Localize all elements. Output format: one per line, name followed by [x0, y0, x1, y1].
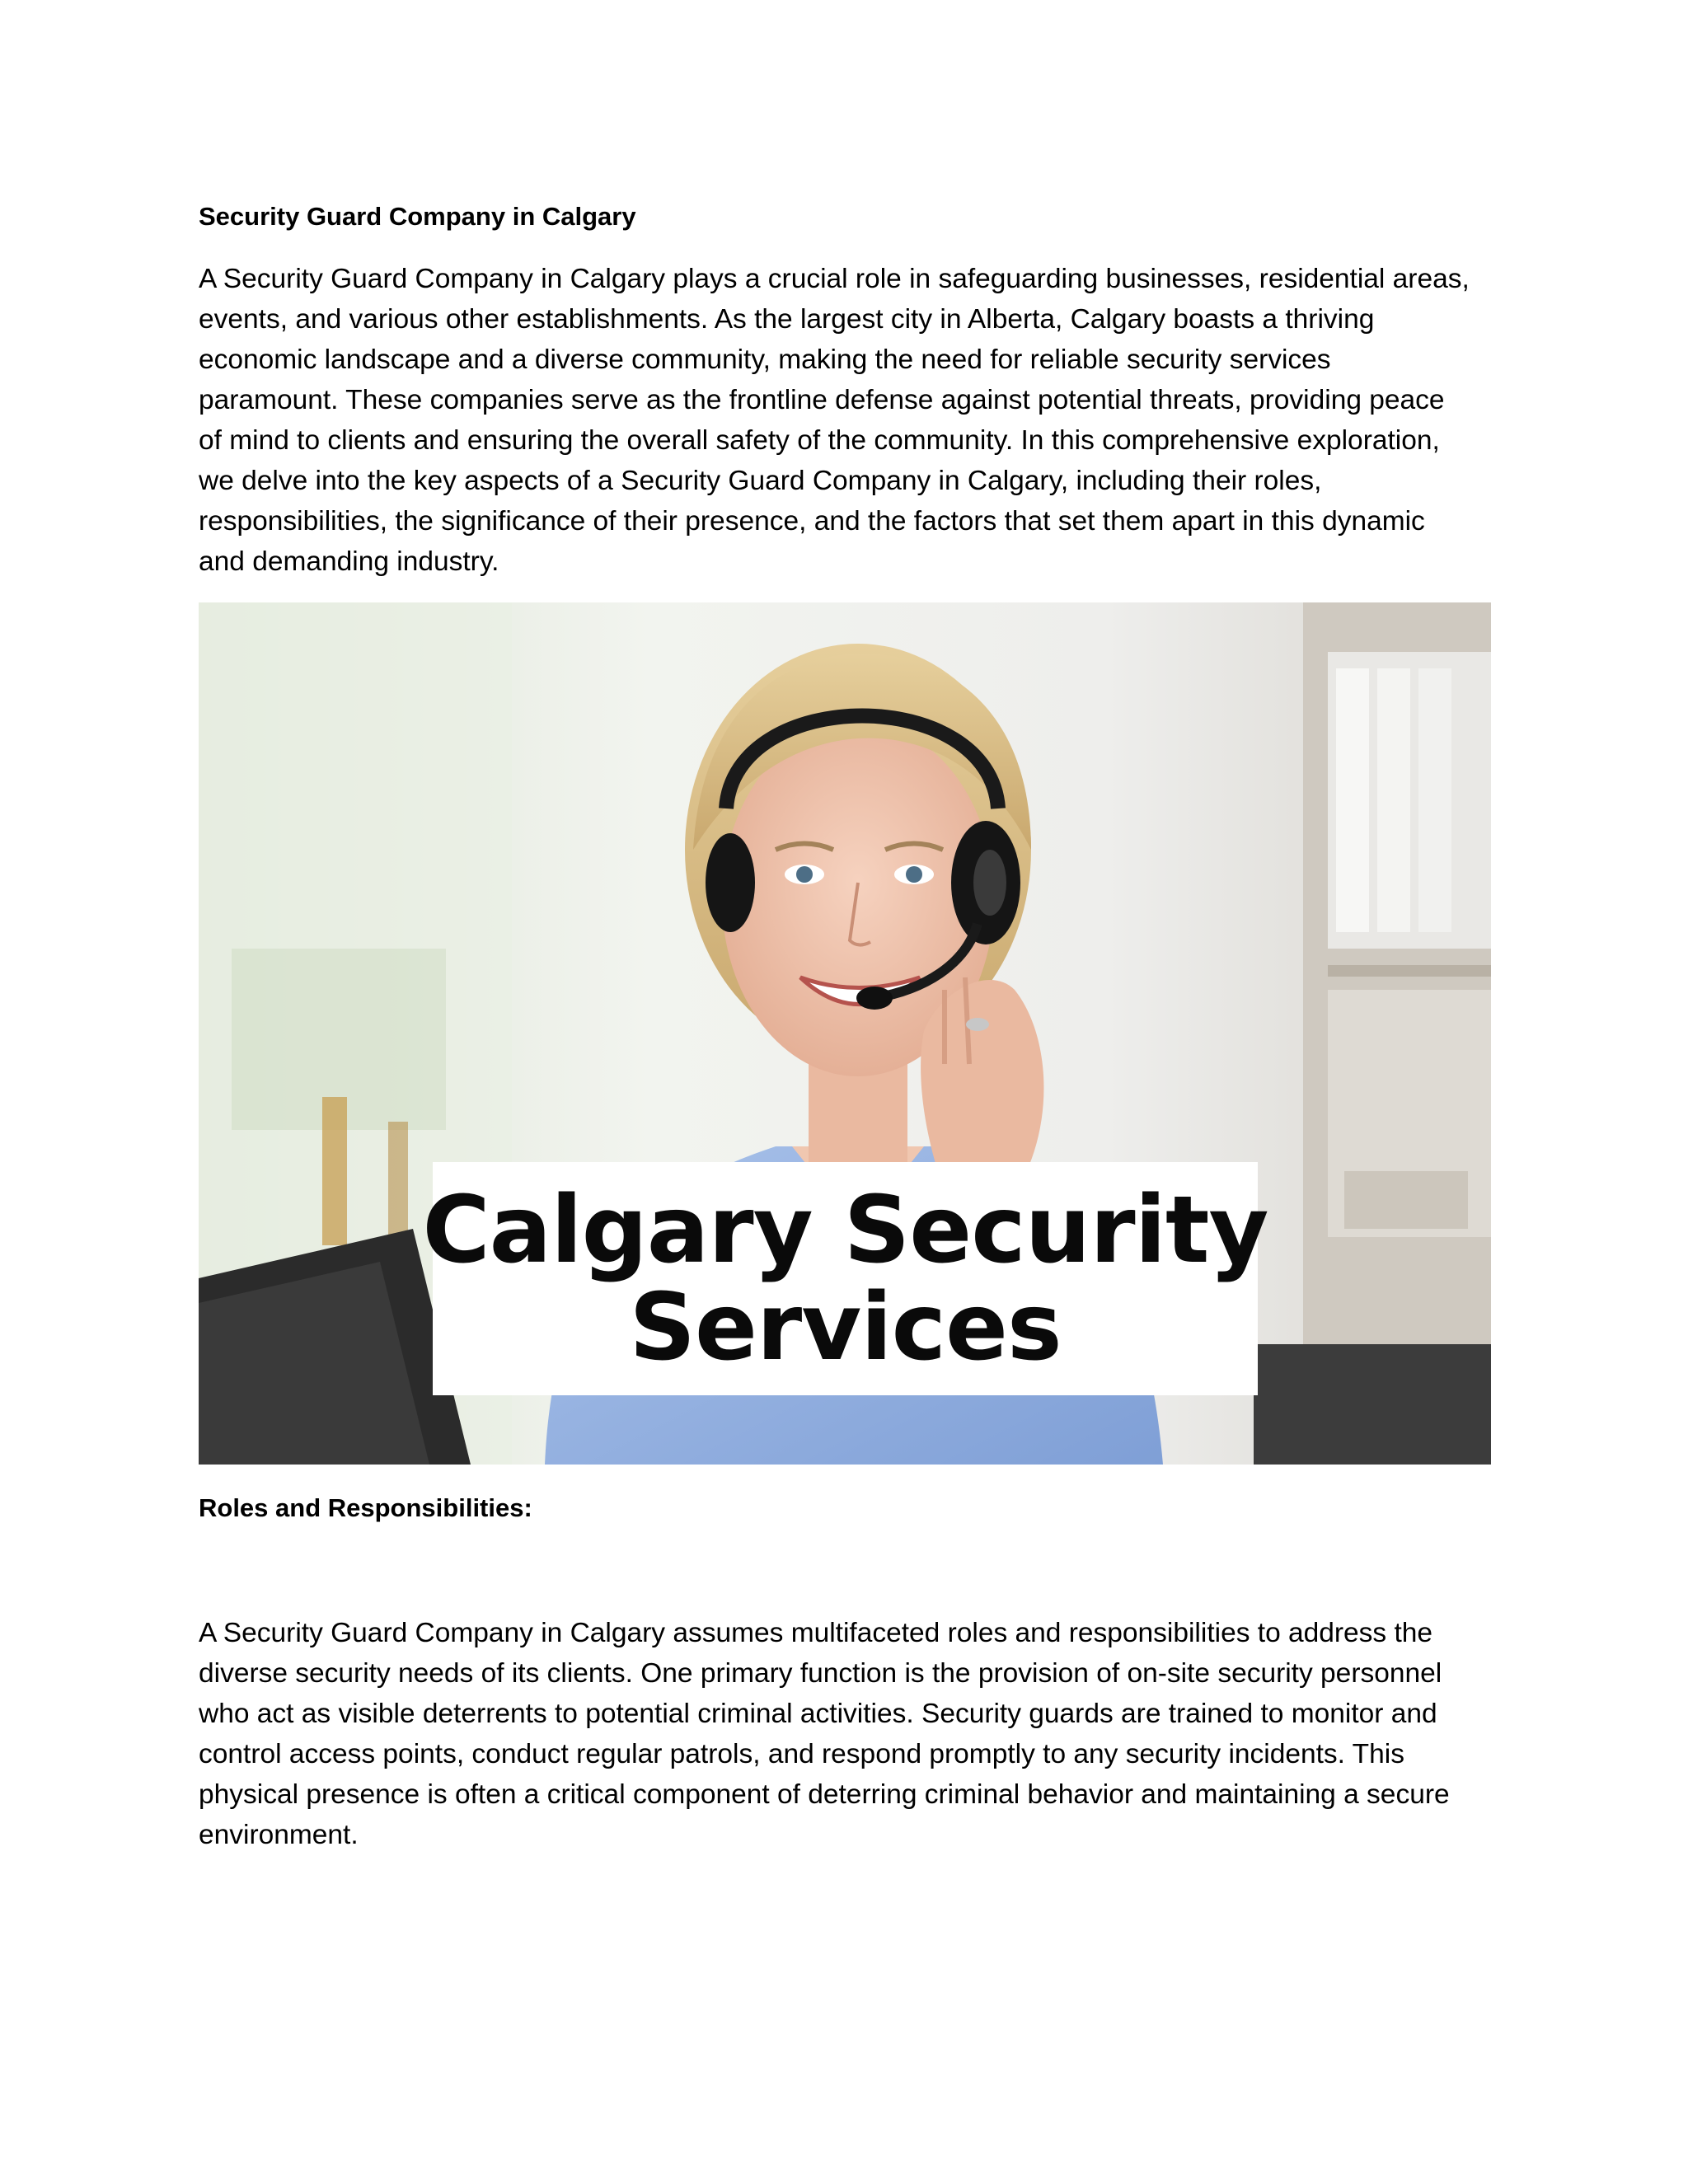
image-caption-box: [422, 1162, 1268, 1395]
text-line: A Security Guard Company in Calgary plays a crucial role in safeguarding businesses, residential areas,: [199, 264, 1470, 294]
text-line: diverse security needs of its clients. One primary function is the provision of on-site security personnel: [199, 1658, 1442, 1689]
image-caption-line: Calgary Security: [422, 1176, 1268, 1284]
text-line: we delve into the key aspects of a Security Guard Company in Calgary, including their roles,: [199, 466, 1322, 496]
text-line: of mind to clients and ensuring the overall safety of the community. In this comprehensive exploration,: [199, 425, 1440, 456]
text-line: economic landscape and a diverse community, making the need for reliable security services: [199, 344, 1331, 375]
text-line: physical presence is often a critical component of deterring criminal behavior and maintaining a secure: [199, 1779, 1450, 1810]
text-line: control access points, conduct regular patrols, and respond promptly to any security incidents. This: [199, 1739, 1404, 1769]
text-line: A Security Guard Company in Calgary assumes multifaceted roles and responsibilities to address the: [199, 1618, 1433, 1648]
text-line: who act as visible deterrents to potential criminal activities. Security guards are trained to monitor and: [199, 1699, 1437, 1729]
section-paragraph: [199, 1613, 1501, 1855]
document-title: Security Guard Company in Calgary: [199, 202, 636, 231]
text-line: events, and various other establishments. As the largest city in Alberta, Calgary boasts a thriving: [199, 304, 1375, 335]
text-line: responsibilities, the significance of their presence, and the factors that set them apart in this dynamic: [199, 506, 1425, 537]
hero-image: [199, 602, 1491, 1465]
text-line: and demanding industry.: [199, 546, 499, 577]
text-line: environment.: [199, 1820, 359, 1850]
intro-paragraph: [199, 259, 1501, 582]
section-heading: Roles and Responsibilities:: [199, 1493, 532, 1522]
text-line: paramount. These companies serve as the frontline defense against potential threats, providing peace: [199, 385, 1445, 415]
image-caption-line: Services: [629, 1273, 1062, 1381]
